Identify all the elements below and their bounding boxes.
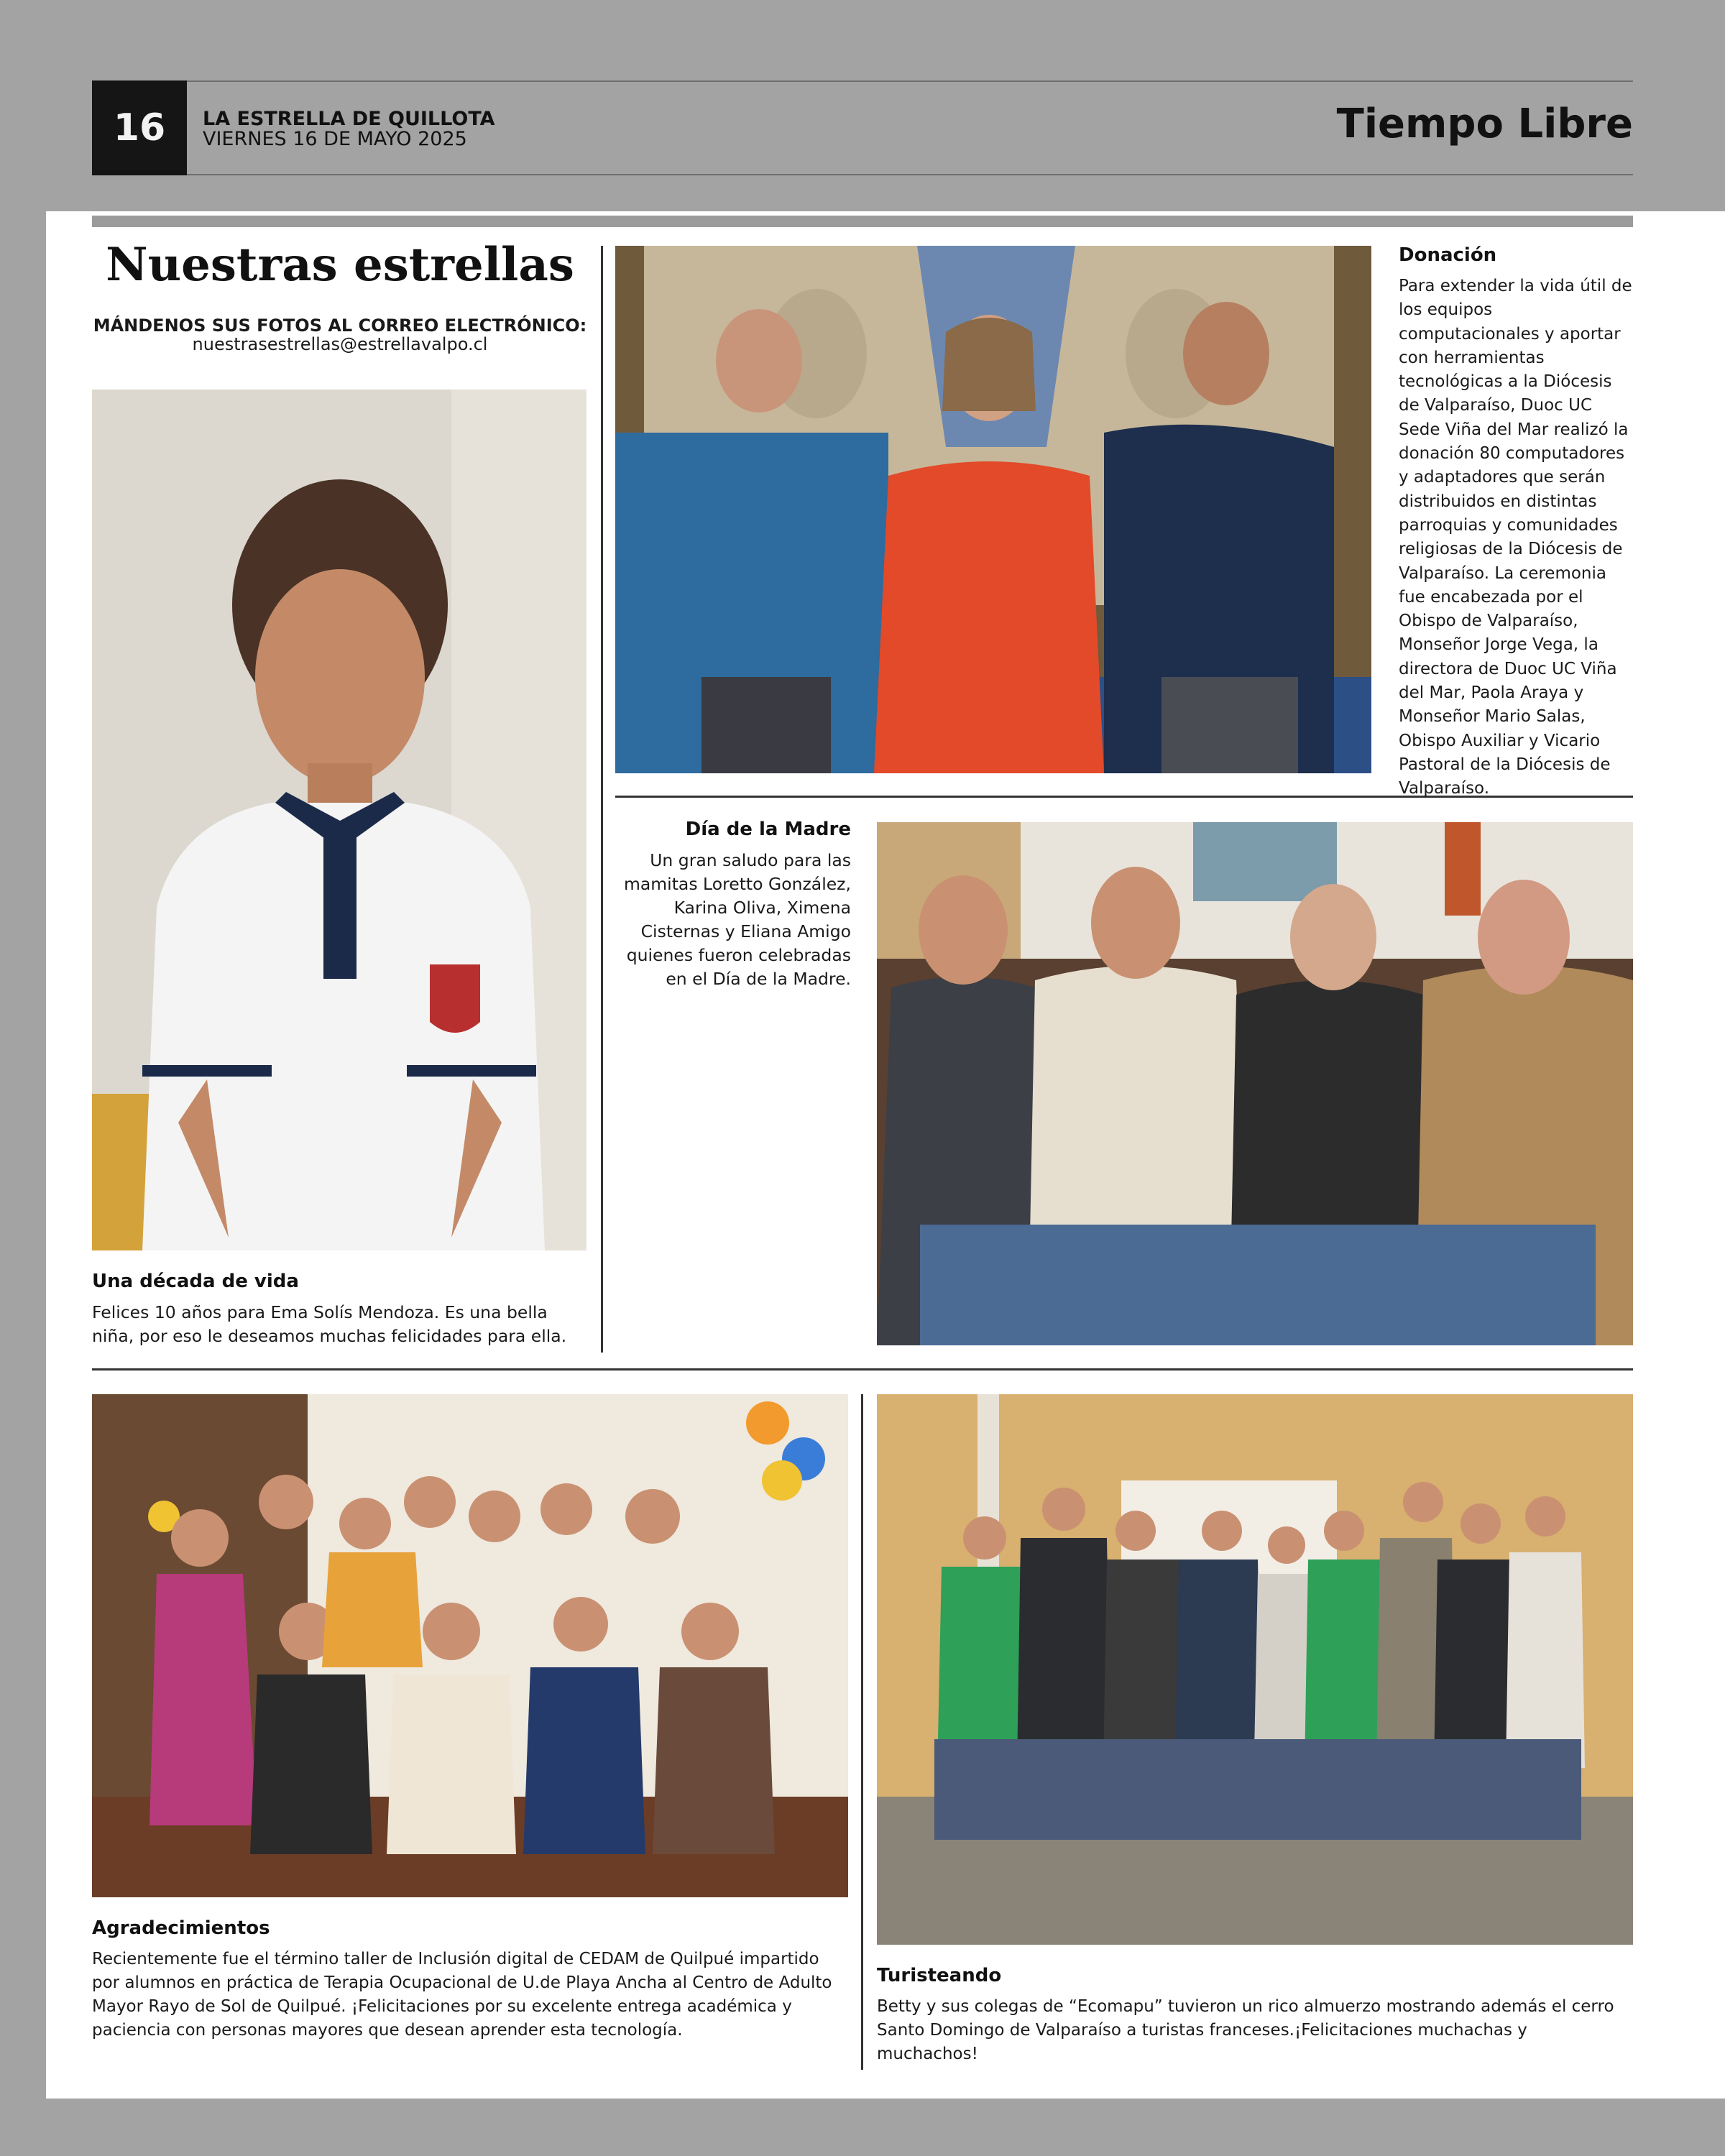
section-title: Tiempo Libre: [1336, 101, 1633, 147]
story-title-decada: Una década de vida: [92, 1271, 299, 1292]
story-body-turisteando: Betty y sus colegas de “Ecomapu” tuvieron un rico almuerzo mostrando además el cerro Santo Domingo de Valparaíso a turistas franceses.¡Felicitaciones muchachas y muchachos!: [877, 1997, 1614, 2063]
header-bottom-rule: [92, 174, 1633, 175]
column-top-rule: [92, 216, 1633, 227]
story-title-madre: Día de la Madre: [685, 819, 851, 840]
row-divider-bottom: [92, 1368, 1633, 1370]
publication-date: VIERNES 16 DE MAYO 2025: [203, 128, 467, 150]
instruction-text: MÁNDENOS SUS FOTOS AL CORREO ELECTRÓNICO:: [93, 315, 587, 336]
story-title-turisteando: Turisteando: [877, 1965, 1002, 1986]
column-title: Nuestras estrellas: [106, 238, 574, 292]
publication-name: LA ESTRELLA DE QUILLOTA: [203, 108, 495, 130]
submission-email[interactable]: nuestrasestrellas@estrellavalpo.cl: [192, 334, 488, 354]
story-body-agradecimientos: Recientemente fue el término taller de Inclusión digital de CEDAM de Quilpué impartido por alumnos en práctica de Terapia Ocupacional de U.de Playa Ancha al Centro de Adulto Mayor Rayo de Sol de Quilpué. ¡Felicitaciones por su excelente entrega académica y paciencia con personas mayores que desean aprender esta tecnología.: [92, 1950, 832, 2040]
photo-agradecimientos: [92, 1394, 848, 1897]
photo-turisteando: [877, 1394, 1633, 1945]
header-top-rule: [92, 80, 1633, 82]
submission-instructions: [92, 316, 588, 354]
photo-donacion: [615, 246, 1371, 773]
story-body-donacion: Para extender la vida útil de los equipos computacionales y aportar con herramientas tecnológicas a la Diócesis de Valparaíso, Duoc UC Sede Viña del Mar realizó la donación 80 computadores y adaptadores que serán distribuidos en distintas parroquias y comunidades religiosas de la Diócesis de Valparaíso. La ceremonia fue encabezada por el Obispo de Valparaíso, Monseñor Jorge Vega, la directora de Duoc UC Viña del Mar, Paola Araya y Monseñor Mario Salas, Obispo Auxiliar y Vicario Pastoral de la Diócesis de Valparaíso.: [1399, 277, 1632, 798]
story-body-decada: Felices 10 años para Ema Solís Mendoza. Es una bella niña, por eso le deseamos muchas felicidades para ella.: [92, 1302, 567, 1346]
photo-girl-portrait: [92, 390, 586, 1250]
story-body-madre: Un gran saludo para las mamitas Loretto González, Karina Oliva, Ximena Cisternas y Eliana Amigo quienes fueron celebradas en el Día de la Madre.: [624, 850, 851, 989]
bottom-column-divider: [861, 1394, 863, 2070]
page-number: 16: [92, 80, 187, 175]
story-title-donacion: Donación: [1399, 244, 1497, 266]
photo-dia-madre: [877, 822, 1633, 1345]
story-title-agradecimientos: Agradecimientos: [92, 1917, 270, 1939]
column-divider-vertical: [601, 246, 603, 1353]
